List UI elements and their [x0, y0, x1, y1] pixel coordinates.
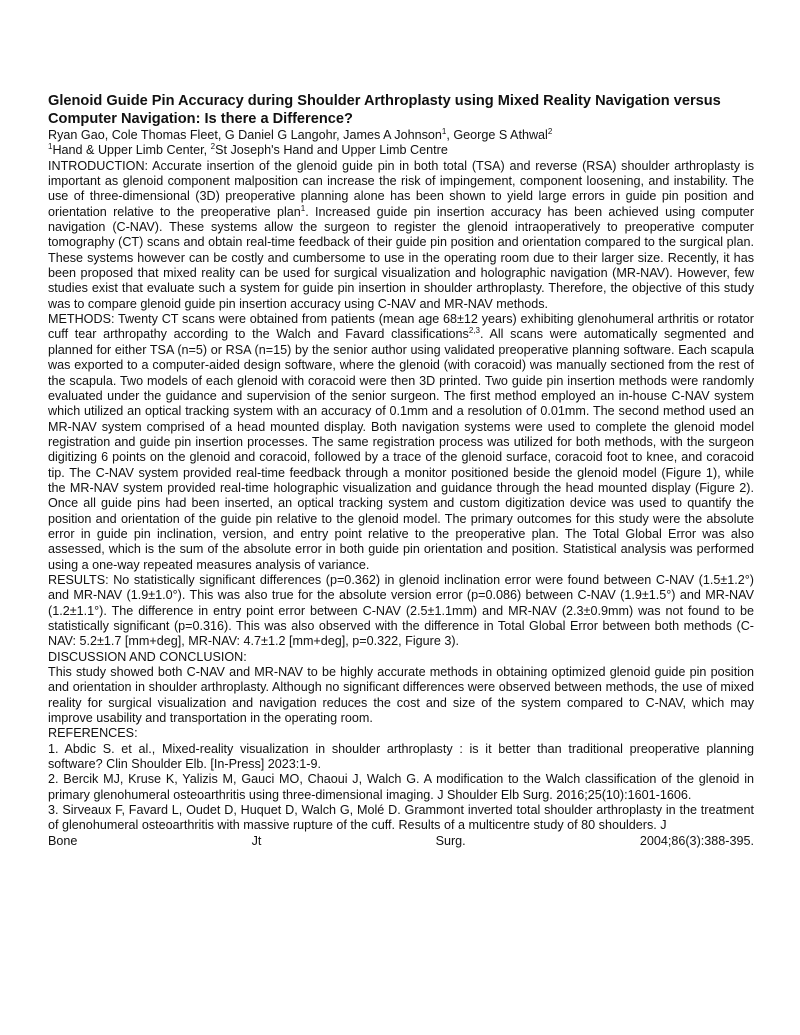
affiliation-list: [48, 143, 754, 158]
reference-3-word: Jt: [251, 833, 262, 848]
abstract-page: [48, 93, 754, 849]
introduction-text-2: . Increased guide pin insertion accuracy has been achieved using computer navigation (C-NAV). These systems allow the surgeon to register the glenoid intraoperatively to preoperative computer tomography (CT) scans and obtain real-time feedback of their guide pin position and orientation compared to the surgical plan. These systems however can be costly and cumbersome to use in the operating room due to their larger size. Recently, it has been proposed that mixed reality can be used for surgical visualization and holographic navigation (MR-NAV). However, few studies exist that evaluate such a system for guide pin insertion in shoulder arthroplasty. Therefore, the objective of this study was to compare glenoid guide pin insertion accuracy using C-NAV and MR-NAV methods.: [48, 204, 755, 311]
paper-title: Glenoid Guide Pin Accuracy during Shoulder Arthroplasty using Mixed Reality Navigation versus Computer Navigation: Is there a Difference?: [48, 93, 721, 127]
citation-mark: 2,3: [468, 326, 480, 336]
reference-3-word: Surg.: [435, 833, 466, 848]
methods-section: [48, 312, 754, 573]
reference-3-tail: [48, 834, 754, 849]
affiliation-2: St Joseph's Hand and Upper Limb Centre: [215, 143, 448, 158]
author-names: Ryan Gao, Cole Thomas Fleet, G Daniel G Langohr, James A Johnson: [48, 128, 442, 142]
discussion-heading: DISCUSSION AND CONCLUSION:: [48, 649, 247, 664]
affil-mark-2: 2: [210, 142, 216, 152]
introduction-section: [48, 159, 754, 312]
discussion-body: This study showed both C-NAV and MR-NAV to be highly accurate methods in obtaining optimized glenoid guide pin position and orientation in shoulder arthroplasty. Although no significant differences were observed between methods, the use of mixed reality for surgical visualization and navigation reduces the cost and size of the system compared to C-NAV, which may improve usability and transportation in the operating room.: [48, 665, 754, 726]
reference-1: 1. Abdic S. et al., Mixed-reality visualization in shoulder arthroplasty : is it better than traditional preoperative planning software? Clin Shoulder Elb. [In-Press] 2023:1-9.: [48, 741, 754, 772]
citation-mark: 1: [300, 203, 306, 213]
author-affil-mark-2: 2: [547, 126, 553, 136]
reference-3-word: 2004;86(3):388-395.: [639, 833, 754, 848]
author-list: [48, 128, 754, 143]
introduction-text-1: INTRODUCTION: Accurate insertion of the glenoid guide pin in both total (TSA) and reverse (RSA) shoulder arthroplasty is important as glenoid component malposition can increase the risk of impingement, component loosening, and instability. The use of three-dimensional (3D) preoperative planning alone has been shown to yield large errors in guide pin position and orientation relative to the preoperative plan: [48, 158, 754, 219]
methods-text-1: METHODS: Twenty CT scans were obtained from patients (mean age 68±12 years) exhibiting glenohumeral arthritis or rotator cuff tear arthropathy according to the Walch and Favard classifications: [48, 312, 754, 342]
author-names-last: , George S Athwal: [446, 128, 548, 142]
reference-3: 3. Sirveaux F, Favard L, Oudet D, Huquet D, Walch G, Molé D. Grammont inverted total shoulder arthroplasty in the treatment of glenohumeral osteoarthritis with massive rupture of the cuff. Results of a multicentre study of 80 shoulders. J: [48, 803, 754, 833]
results-section: RESULTS: No statistically significant differences (p=0.362) in glenoid inclination error were found between C-NAV (1.5±1.2°) and MR-NAV (1.9±1.0°). This was also true for the absolute version error (p=0.086) between C-NAV (1.9±1.5°) and MR-NAV (1.2±1.1°). The difference in entry point error between C-NAV (2.5±1.1mm) and MR-NAV (2.3±0.9mm) was not found to be statistically significant (p=0.316). This was also observed with the difference in Total Global Error between both methods (C-NAV: 5.2±1.7 [mm+deg], MR-NAV: 4.7±1.2 [mm+deg], p=0.322, Figure 3).: [48, 572, 754, 649]
reference-2: 2. Bercik MJ, Kruse K, Yalizis M, Gauci MO, Chaoui J, Walch G. A modification to the Walch classification of the glenoid in primary glenohumeral osteoarthritis using three-dimensional imaging. J Shoulder Elb Surg. 2016;25(10):1601-1606.: [48, 772, 754, 802]
affil-mark-1: 1: [48, 142, 53, 152]
references-heading: REFERENCES:: [48, 726, 138, 741]
methods-text-2: . All scans were automatically segmented and planned for either TSA (n=5) or RSA (n=15) by the senior author using validated preoperative planning software. Each scapula was exported to a computer-aided design software, where the glenoid (with coracoid) was manually sectioned from the rest of the scapula. Two models of each glenoid with coracoid were then 3D printed. Two guide pin insertion methods were randomly evaluated under the guidance and supervision of the senior surgeon. The first method employed an in-house C-NAV system which utilized an optical tracking system with an accuracy of 0.1mm and a resolution of 0.01mm. The second method used an MR-NAV system comprised of a head mounted display. Both navigation systems were used to complete the glenoid model registration and guide pin insertion processes. The same registration process was utilized for both methods, with the surgeon digitizing 6 points on the glenoid and coracoid, followed by a trace of the glenoid surface, coracoid foot to knee, and coracoid tip. The C-NAV system provided real-time feedback through a monitor positioned beside the glenoid model (Figure 1), while the MR-NAV system provided real-time holographic visualization and guidance through the head mounted display (Figure 2). Once all guide pins had been inserted, an optical tracking system and custom digitization device was used to quantify the position and orientation of the guide pin relative to the glenoid model. The primary outcomes for this study were the absolute error in guide pin inclination, version, and entry point relative to the preoperative plan. The Total Global Error was also assessed, which is the sum of the absolute error in both guide pin orientation and position. Statistical analysis was performed using a one-way repeated measures analysis of variance.: [48, 327, 754, 572]
author-affil-mark-1: 1: [441, 126, 447, 136]
reference-3-word: Bone: [48, 833, 78, 848]
affiliation-1: Hand & Upper Limb Center,: [52, 143, 211, 158]
